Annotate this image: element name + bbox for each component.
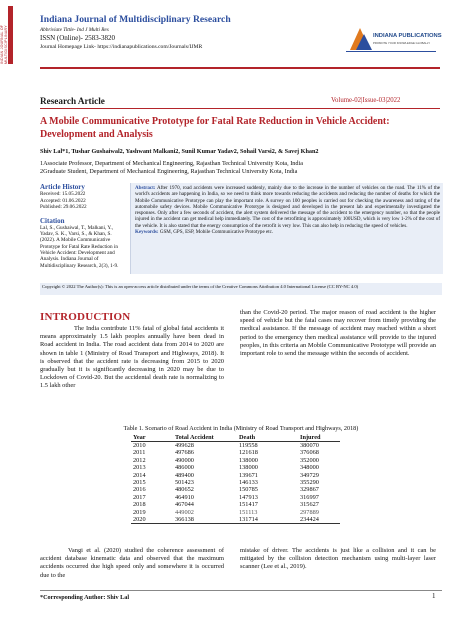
journal-issn: ISSN (Online)- 2583-3820	[40, 34, 116, 42]
publisher-tagline: PROMOTE YOUR KNOWLEDGE GLOBALLY	[373, 41, 431, 45]
col-injured: Injured	[298, 433, 340, 442]
table-cell: 297889	[300, 508, 319, 516]
publisher-logo-text: INDIANA PUBLICATIONS	[373, 33, 442, 39]
accident-table	[131, 433, 340, 524]
table-cell: 234424	[298, 516, 340, 524]
table-cell: 376068	[300, 449, 319, 457]
table-cell: 348000	[300, 464, 319, 472]
table-row	[131, 516, 340, 524]
article-history	[40, 183, 126, 271]
table-cell: 150785	[239, 486, 258, 494]
table-cell: 480652	[175, 486, 194, 494]
table-cell: 121618	[239, 449, 258, 457]
col-death: Death	[237, 433, 298, 442]
table-cell: 138000	[239, 464, 258, 472]
table-cell: 499628	[175, 442, 194, 449]
table-cell: 2020	[131, 516, 173, 524]
publisher-logo-icon	[346, 24, 436, 56]
article-type: Research Article	[40, 96, 105, 106]
table-cell: 464910	[175, 493, 194, 501]
table-cell: 486000	[175, 464, 194, 472]
table-cell: 490000	[175, 456, 194, 464]
table-caption-text: Table 1. Scenario of Road Accident in India (Ministry of Road Transport and Highways, 2018)	[123, 425, 359, 432]
table-cell: 380070	[300, 442, 319, 449]
citation-heading: Citation	[40, 216, 65, 225]
abstract	[135, 185, 440, 235]
table-row	[131, 472, 340, 479]
body-right-column: mistake of driver. The accidents is just like a collision and it can be mitigated by the collision detection mechanism using multi-layer laser scanner (Lee et al., 2019).	[240, 547, 436, 571]
journal-homepage-link[interactable]: Journal Homepage Link- https://indianapublications.com/Journals/IJMR	[40, 44, 203, 50]
table-row	[131, 501, 340, 508]
table-row	[131, 464, 340, 471]
table-cell: 497686	[175, 449, 194, 457]
table-row	[131, 457, 340, 464]
accepted-date: Accepted: 01.06.2022	[40, 197, 86, 204]
table-cell: 2017	[133, 493, 146, 501]
table-caption	[40, 425, 442, 432]
table-cell: 2019	[133, 508, 146, 516]
table-cell: 467044	[175, 501, 194, 509]
journal-title: Indiana Journal of Multidisciplinary Research	[40, 14, 231, 25]
table-cell: 147913	[239, 493, 258, 501]
table-cell: 2013	[133, 464, 146, 472]
history-heading: Article History	[40, 183, 85, 191]
col-total-accident: Total Accident	[173, 433, 237, 442]
table-header-row	[131, 433, 340, 442]
received-date: Received: 15.05.2022	[40, 191, 86, 197]
table-cell: 131714	[237, 516, 298, 524]
title-divider	[40, 108, 440, 109]
table-cell: 139671	[239, 471, 258, 479]
table-row	[131, 449, 340, 456]
keywords-text: GSM, GPS, ESP, Mobile Communicative Prototype etc.	[159, 229, 274, 236]
table-cell: 138000	[239, 456, 258, 464]
table-cell: 151417	[239, 501, 258, 509]
body-left-column	[40, 547, 224, 580]
table-row	[131, 494, 340, 501]
table-row	[131, 479, 340, 486]
citation-text: Lal, S., Gushaiwal, T., Malkani, Y., Yadav, S. K., Varsi, S., & Khan, S. (2022). A Mobile Communicative Prototype for Fatal Rate Reduction in Vehicle Accident: Development and Analysis. Indiana Journal of Multidisciplinary Research, 2(3), 1-9.	[40, 224, 119, 269]
affiliation-1: 1Associate Professor, Department of Mechanical Engineering, Rajasthan Technical University Kota, India	[40, 160, 303, 167]
table-cell: 501423	[175, 479, 194, 487]
table-cell: 315627	[300, 501, 319, 509]
table-cell: 2016	[133, 486, 146, 494]
corresponding-author: *Corresponding Author: Shiv Lal	[40, 594, 130, 601]
table-cell: 349729	[300, 471, 319, 479]
table-cell: 2010	[133, 442, 146, 449]
header-divider	[40, 67, 440, 69]
table-cell: 2011	[133, 449, 146, 457]
abstract-label: Abstract:	[135, 185, 156, 191]
affiliation-2: 2Graduate Student, Department of Mechanical Engineering, Rajasthan Technical University Kota, India	[40, 168, 298, 175]
table-cell: 489400	[175, 471, 194, 479]
abstract-text: After 1970, road accidents were increased suddenly, mainly due to the increase in the number of vehicles on the road. The 11% of the world's accidents are happening in India, so we need to think more towards reducing the accidents and reducing the number of deaths for which the Mobile Communicative Prototype can play the important role. A survey on 100 peoples is carried out for checking the awareness and rating of the automobile safety devices. Mobile Communicative Prototype is designed and developed in the present lab and experimentally investigated the responses. Only after a few seconds of accident, the alert system delivered the message of the accident to the emergency number, so that the people injured in the accident can get medical help immediately. The cost of the retrofitting is approximately 100USD, which is very low 1-2% of the cost of the vehicle. It is also stated that the energy consumption of the retrofit is very low. This can also help in reducing the speed of vehicles.	[135, 185, 441, 229]
footer-divider	[40, 590, 442, 591]
table-cell: 2015	[133, 479, 146, 487]
table-cell: 316997	[300, 493, 319, 501]
copyright-notice: Copyright © 2022 The Author(s): This is an open-access article distributed under the terms of the Creative Commons Attribution 4.0 International License (CC BY-NC 4.0)	[40, 283, 442, 295]
intro-right-column: than the Covid-20 period. The major reason of road accident is the higher speed of vehicle but the fatal cases may recover from timely providing the medical assistance. If the message of accident may reached within a short period to the emergency then medical assistance will provide to the injured peoples, in this criteria an Mobile Communicative Prototype will provide an important role to send the message within the seconds of accident.	[240, 309, 436, 358]
table-cell: 329867	[300, 486, 319, 494]
paper-title: A Mobile Communicative Prototype for Fatal Rate Reduction in Vehicle Accident: Development and Analysis	[40, 116, 390, 140]
volume-issue: Volume-02|Issue-03|2022	[331, 97, 401, 104]
table-cell: 355290	[300, 479, 319, 487]
abstract-box	[130, 183, 443, 274]
journal-side-text: INDIAN JOURNAL OF MULTIDISCIPLINARY RESEARCH	[0, 24, 12, 64]
table-cell: 366138	[173, 516, 237, 524]
table-cell: 2012	[133, 456, 146, 464]
table-row	[131, 442, 340, 450]
table-cell: 449002	[175, 508, 194, 516]
table-cell: 352000	[300, 456, 319, 464]
col-year: Year	[131, 433, 173, 442]
table-row	[131, 509, 340, 516]
table-cell: 2018	[133, 501, 146, 509]
keywords-label: Keywords:	[135, 229, 159, 236]
published-date: Published: 29.06.2022	[40, 204, 87, 211]
table-cell: 146133	[239, 479, 258, 487]
table-cell: 2014	[133, 471, 146, 479]
journal-abbreviation: Abbriviate Tittle- Ind J Multi Res	[40, 27, 109, 33]
page-number: 1	[432, 592, 436, 600]
author-list: Shiv Lal*1, Tushar Gushaiwal2, Yashwant Malkani2, Sunil Kumar Yadav2, Sohail Varsi2, & Savej Khan2	[40, 148, 319, 155]
table-row	[131, 486, 340, 493]
intro-left-column: The India contribute 11% fatal of global fatal accidents it means approximately 1.5 lakh peoples annually have been dead in Road accident in India. The road accident data from 2014 to 2020 are shown in table 1 (Ministry of Road Transport and Highways, 2018). It is observed that the accident rate is decreasing from 2015 to 2020 gradually but it is significantly decreasing in 2020 may be due to Lockdown of Covid-20. But the accidental death rate is normalizing to 1.5 lakh other	[40, 325, 224, 390]
table-cell: 119558	[239, 442, 258, 449]
table-cell: 151113	[239, 508, 258, 516]
body-left-text: Vangi et al. (2020) studied the coherence assessment of accident database kinematic data and observed that the maximum accidents occurred due high speed only and somewhere it is occurred due to the	[40, 547, 224, 579]
introduction-heading: INTRODUCTION	[40, 311, 131, 323]
